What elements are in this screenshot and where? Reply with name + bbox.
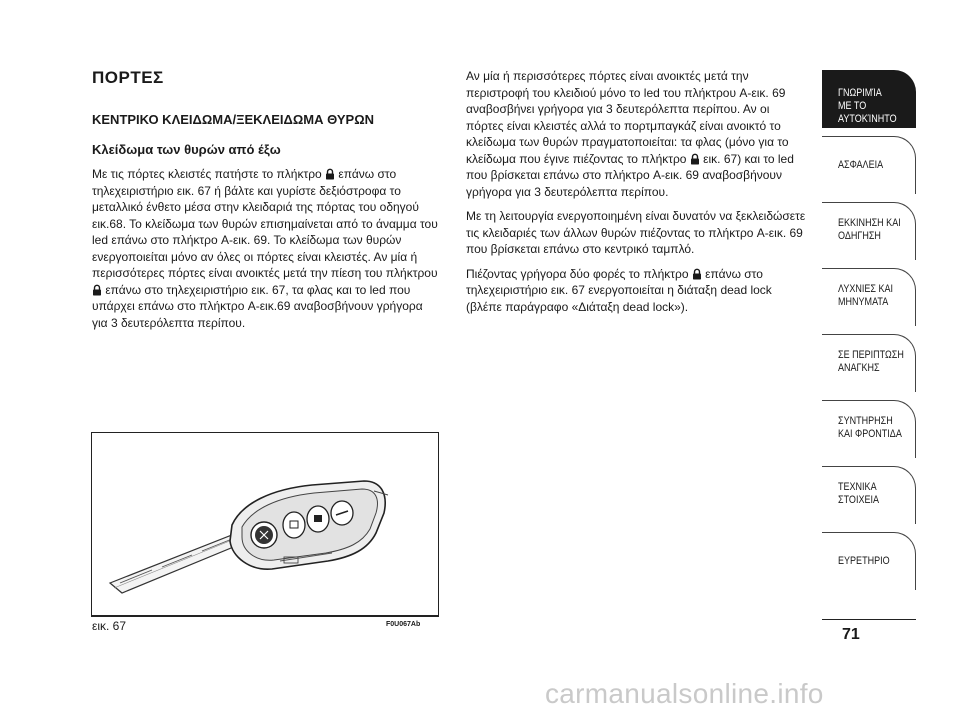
lock-icon [325,168,335,180]
chapter-tabs [822,70,916,598]
tab-label: ΕΚΚΙΝΗΣΗ ΚΑΙ ΟΔΗΓΗΣΗ [838,217,901,242]
tab-technical-data[interactable] [822,466,916,524]
tab-label: ΕΥΡΕΤΗΡΙΟ [838,555,890,567]
tab-emergency[interactable] [822,334,916,392]
page-number: 71 [842,626,860,643]
section-title: ΠΟΡΤΕΣ [92,68,164,87]
tab-starting-driving[interactable] [822,202,916,260]
figure-caption-rule [91,616,439,617]
tab-index[interactable] [822,532,916,590]
tab-label: ΣΕ ΠΕΡΙΠΤΩΣΗ ΑΝΑΓΚΗΣ [838,349,904,374]
figure-code: F0U067Ab [386,621,421,628]
lock-icon [692,268,702,280]
subheading: Κλείδωμα των θυρών από έξω [92,142,281,157]
tab-label: ΓΝΩΡΙΜΊΑ ΜΕ ΤΟ ΑΥΤΟΚΊΝΗΤΟ [838,87,897,125]
watermark: carmanualsonline.info [545,678,824,709]
tab-label: ΛΥΧΝΙΕΣ ΚΑΙ ΜΗΝΥΜΑΤΑ [838,283,894,308]
figure-key-illustration [91,432,439,616]
lock-icon [92,284,102,296]
tab-getting-to-know[interactable] [822,70,916,128]
right-paragraph-1: Αν μία ή περισσότερες πόρτες είναι ανοικτές μετά την περιστροφή του κλειδιού μόνο το led του πλήκτρου A-εικ. 69 αναβοσβήνει γρήγορα για 3 δευτερόλεπτα περίπου. Αν οι πόρτες είναι κλειστές αλλά το πορτμπαγκάζ είναι ανοικτό το κλείδωμα των θυρών πραγματοποιείται: τα φλας (μόνο για το κλείδωμα που έγινε πιέζοντας το πλήκτρο εικ. 67) και το led που βρίσκεται επάνω στο πλήκτρο A-εικ. 69 αναβοσβήνουν γρήγορα για 3 δευτερόλεπτα περίπου. [466,69,794,199]
right-paragraph-3: Πιέζοντας γρήγορα δύο φορές το πλήκτρο επάνω στο τηλεχειριστήριο εικ. 67 ενεργοποιείται η διάταξη dead lock (βλέπε παράγραφο «Διάταξη dead lock»). [466,266,772,314]
tab-maintenance[interactable] [822,400,916,458]
lock-icon [690,153,700,165]
page-number-rule [822,619,916,620]
tab-lights-messages[interactable] [822,268,916,326]
left-paragraph: Με τις πόρτες κλειστές πατήστε το πλήκτρο επάνω στο τηλεχειριστήριο εικ. 67 ή βάλτε και γυρίστε δεξιόστροφα το μεταλλικό ένθετο μέσα στην κλειδαριά της πόρτας του οδηγού εικ.68. Το κλείδωμα των θυρών επισημαίνεται από το άναμμα του led επάνω στο πλήκτρο A-εικ. 69. Το κλείδωμα των θυρών ενεργοποιείται μόνο αν όλες οι πόρτες είναι κλειστές. Αν μία ή περισσότερες πόρτες είναι ανοικτές μετά την πίεση του πλήκτρου επάνω στο τηλεχειριστήριο εικ. 67, τα φλας και το led που υπάρχει επάνω στο πλήκτρο A-εικ.69 αναβοσβήνουν γρήγορα για 3 δευτερόλεπτα περίπου. [92,167,438,330]
tab-label: ΣΥΝΤΗΡΗΣΗ ΚΑΙ ΦΡΟΝΤΙΔΑ [838,415,902,440]
tab-safety[interactable] [822,136,916,194]
left-column [92,68,438,339]
right-paragraph-2: Με τη λειτουργία ενεργοποιημένη είναι δυνατόν να ξεκλειδώσετε τις κλειδαριές των άλλων θυρών πιέζοντας το πλήκτρο A-εικ. 69 που βρίσκεται επάνω στο κεντρικό ταμπλό. [466,209,806,256]
key-fob-drawing [92,433,438,615]
subsection-title: ΚΕΝΤΡΙΚΟ ΚΛΕΙΔΩΜΑ/ΞΕΚΛΕΙΔΩΜΑ ΘΥΡΩΝ [92,112,375,127]
tab-label: ΤΕΧΝΙΚΑ ΣΤΟΙΧΕΙΑ [838,481,879,506]
figure-label: εικ. 67 [92,619,127,633]
tab-label: ΑΣΦΑΛΕΙΑ [838,159,884,171]
right-column [466,68,806,323]
